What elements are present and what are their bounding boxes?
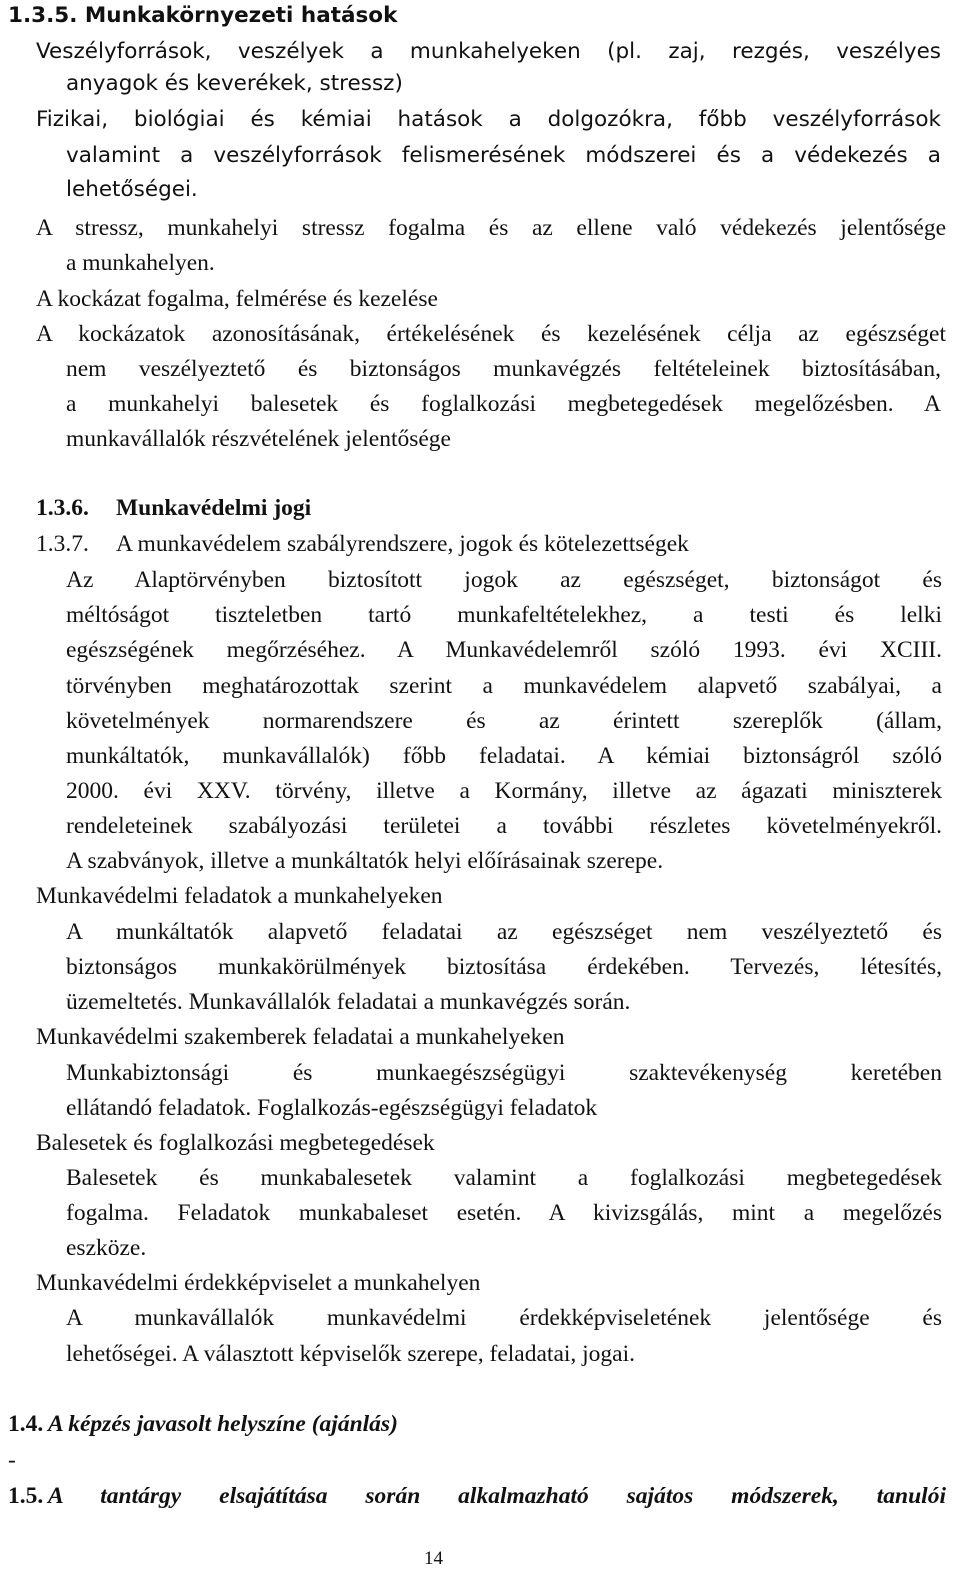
section-1-3-5-line: nem veszélyeztető és biztonságos munkavégzés feltételeinek biztosításában, [66, 356, 941, 382]
section-1-3-5-line: A kockázatok azonosításának, értékelésének és kezelésének célja az egészséget [36, 321, 946, 347]
section-1-3-5-line: Veszélyforrások, veszélyek a munkahelyeken (pl. zaj, rezgés, veszélyes [36, 39, 941, 64]
paragraph-line: ellátandó feladatok. Foglalkozás-egészségügyi feladatok [66, 1095, 598, 1121]
section-number: 1.3.7. [36, 531, 89, 557]
paragraph-line: méltóságot tiszteletben tartó munkafeltételekhez, a testi és lelki [66, 602, 942, 628]
paragraph-line: A szabványok, illetve a munkáltatók helyi előírásainak szerepe. [66, 848, 664, 874]
paragraph-line: egészségének megőrzéséhez. A Munkavédelemről szóló 1993. évi XCIII. [66, 637, 942, 663]
subheading: Munkavédelmi érdekképviselet a munkahelyen [36, 1270, 481, 1296]
paragraph-line: A munkáltatók alapvető feladatai az egészséget nem veszélyeztető és [66, 919, 942, 945]
section-1-3-5-line: a munkahelyen. [66, 250, 215, 276]
section-1-3-5-line: A kockázat fogalma, felmérése és kezelése [36, 286, 438, 312]
subheading: Balesetek és foglalkozási megbetegedések [36, 1130, 435, 1156]
section-1-3-5-line: valamint a veszélyforrások felismerésének módszerei és a védekezés a [66, 143, 941, 168]
section-1-3-5-line: anyagok és keverékek, stressz) [66, 71, 403, 96]
paragraph-line: követelmények normarendszere és az érintett szereplők (állam, [66, 708, 942, 734]
section-number: 1.3.6. [36, 495, 89, 521]
section-1-3-5-line: a munkahelyi balesetek és foglalkozási megbetegedések megelőzésben. A [66, 391, 941, 417]
paragraph-line: rendeleteinek szabályozási területei a további részletes követelményekről. [66, 813, 942, 839]
paragraph-line: Az Alaptörvényben biztosított jogok az egészséget, biztonságot és [66, 567, 942, 593]
subheading: Munkavédelmi szakemberek feladatai a munkahelyeken [36, 1024, 565, 1050]
section-1-3-5-line: A stressz, munkahelyi stressz fogalma és az ellene való védekezés jelentősége [36, 215, 946, 241]
paragraph-line: biztonságos munkakörülmények biztosítása érdekében. Tervezés, létesítés, [66, 954, 942, 980]
section-1-4-heading [8, 1410, 398, 1438]
paragraph-line: törvényben meghatározottak szerint a munkavédelem alapvető szabályai, a [66, 673, 942, 699]
section-1-3-5-line: Fizikai, biológiai és kémiai hatások a dolgozókra, főbb veszélyforrások [36, 107, 941, 132]
section-title: Munkavédelmi jogi [116, 495, 312, 521]
section-1-3-5-line: munkavállalók részvételének jelentősége [66, 426, 451, 452]
paragraph-line: eszköze. [66, 1235, 147, 1261]
section-number: 1.5. [8, 1483, 44, 1509]
paragraph-line: munkáltatók, munkavállalók) főbb feladatai. A kémiai biztonságról szóló [66, 743, 942, 769]
section-1-3-7-heading [36, 530, 689, 558]
paragraph-line: Munkabiztonsági és munkaegészségügyi szaktevékenység keretében [66, 1060, 942, 1086]
section-title: A tantárgy elsajátítása során alkalmazható sajátos módszerek, tanulói [48, 1483, 946, 1509]
paragraph-line: lehetőségei. A választott képviselők szerepe, feladatai, jogai. [66, 1341, 636, 1367]
section-title: A munkavédelem szabályrendszere, jogok és kötelezettségek [116, 531, 689, 557]
paragraph-line: 2000. évi XXV. törvény, illetve a Kormány, illetve az ágazati miniszterek [66, 778, 942, 804]
section-title: A képzés javasolt helyszíne (ajánlás) [48, 1411, 398, 1437]
paragraph-line: A munkavállalók munkavédelmi érdekképviseletének jelentősége és [66, 1305, 942, 1331]
paragraph-line: Balesetek és munkabalesetek valamint a foglalkozási megbetegedések [66, 1165, 942, 1191]
placeholder-dash: - [8, 1447, 16, 1473]
section-1-3-6-heading [36, 494, 311, 522]
subheading: Munkavédelmi feladatok a munkahelyeken [36, 883, 443, 909]
page-number: 14 [424, 1548, 443, 1569]
section-number: 1.4. [8, 1411, 44, 1437]
paragraph-line: fogalma. Feladatok munkabaleset esetén. A kivizsgálás, mint a megelőzés [66, 1200, 942, 1226]
section-1-5-heading [8, 1482, 946, 1510]
section-1-3-5-heading: 1.3.5. Munkakörnyezeti hatások [8, 3, 398, 28]
section-1-3-5-line: lehetőségei. [66, 177, 198, 202]
paragraph-line: üzemeltetés. Munkavállalók feladatai a munkavégzés során. [66, 989, 631, 1015]
